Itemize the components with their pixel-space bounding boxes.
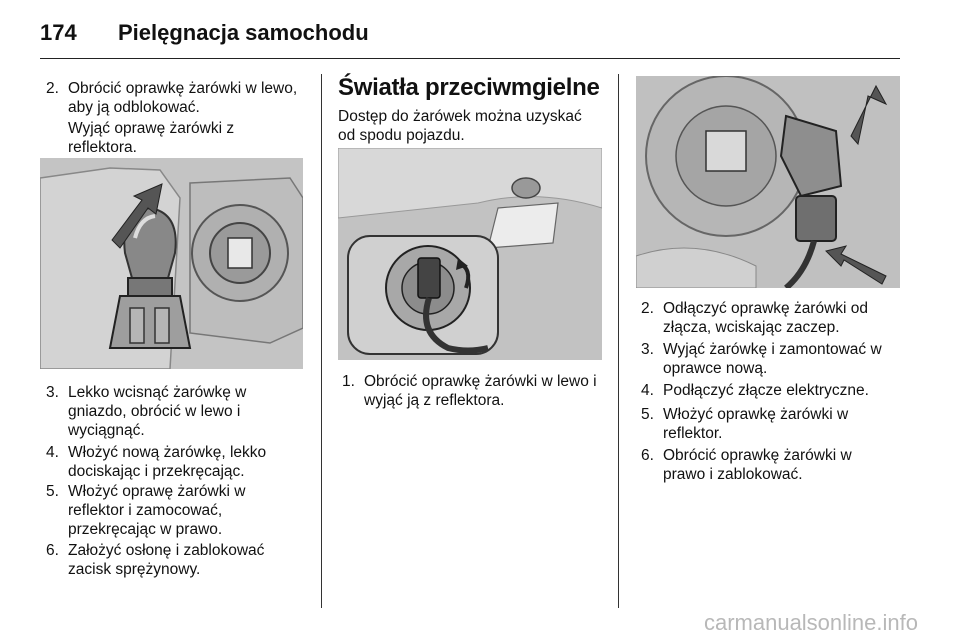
left-step-3 (46, 383, 316, 443)
step-text-line: oprawce nową. (663, 360, 768, 377)
left-step-2 (46, 79, 316, 119)
page-number: 174 (40, 20, 77, 45)
step-text-line: Założyć osłonę i zablokować (68, 542, 265, 559)
step-text-line: Podłączyć złącze elektryczne. (663, 382, 869, 399)
right-step-6 (641, 446, 909, 486)
middle-step-1 (342, 372, 610, 412)
step-number: 3. (46, 384, 59, 401)
step-text-line: wyjąć ją z reflektora. (364, 392, 505, 409)
right-step-3 (641, 340, 909, 380)
step-number: 5. (641, 406, 654, 423)
step-text-line: Obrócić oprawkę żarówki w (663, 447, 852, 464)
step-text-line: prawo i zablokować. (663, 466, 803, 483)
step-number: 4. (641, 382, 654, 399)
step-text-line: reflektor i zamocować, (68, 502, 223, 519)
watermark: carmanualsonline.info (703, 610, 918, 635)
right-step-2 (641, 299, 909, 339)
column-divider-right (618, 74, 619, 608)
step-text-line: przekręcając w prawo. (68, 521, 223, 538)
step-text-line: reflektor. (663, 425, 723, 442)
figure-fog-light-access (338, 148, 602, 360)
left-step-6 (46, 541, 316, 581)
step-number: 1. (342, 373, 355, 390)
left-step-5 (46, 482, 316, 542)
left-para (68, 119, 318, 159)
right-step-4 (641, 381, 909, 401)
para-line: od spodu pojazdu. (338, 127, 465, 144)
step-text-line: zacisk sprężynowy. (68, 561, 201, 578)
step-text-line: złącza, wciskając zaczep. (663, 319, 840, 336)
right-step-5 (641, 405, 909, 445)
step-number: 6. (46, 542, 59, 559)
section-heading: Światła przeciwmgielne (338, 74, 600, 101)
step-number: 6. (641, 447, 654, 464)
para-line: Wyjąć oprawę żarówki z (68, 120, 235, 137)
step-text-line: Włożyć oprawę żarówki w (68, 483, 246, 500)
middle-intro (338, 107, 608, 147)
step-text-line: Obrócić oprawkę żarówki w lewo i (364, 373, 597, 390)
step-text-line: wyciągnąć. (68, 422, 145, 439)
page-title: Pielęgnacja samochodu (118, 20, 369, 45)
step-number: 5. (46, 483, 59, 500)
step-number: 4. (46, 444, 59, 461)
step-text-line: Obrócić oprawkę żarówki w lewo, (68, 80, 298, 97)
figure-bulb-holder-removal (40, 158, 303, 369)
left-step-4 (46, 443, 316, 483)
step-text-line: Odłączyć oprawkę żarówki od (663, 300, 869, 317)
step-number: 3. (641, 341, 654, 358)
header-rule (40, 58, 900, 59)
page-header (40, 16, 900, 60)
figure-connector-release (636, 76, 900, 288)
step-number: 2. (641, 300, 654, 317)
column-divider-left (321, 74, 322, 608)
step-text-line: aby ją odblokować. (68, 99, 200, 116)
step-number: 2. (46, 80, 59, 97)
step-text-line: gniazdo, obrócić w lewo i (68, 403, 241, 420)
para-line: Dostęp do żarówek można uzyskać (338, 108, 582, 125)
step-text-line: dociskając i przekręcając. (68, 463, 245, 480)
step-text-line: Włożyć nową żarówkę, lekko (68, 444, 267, 461)
step-text-line: Wyjąć żarówkę i zamontować w (663, 341, 882, 358)
step-text-line: Włożyć oprawkę żarówki w (663, 406, 849, 423)
step-text-line: Lekko wcisnąć żarówkę w (68, 384, 247, 401)
para-line: reflektora. (68, 139, 137, 156)
